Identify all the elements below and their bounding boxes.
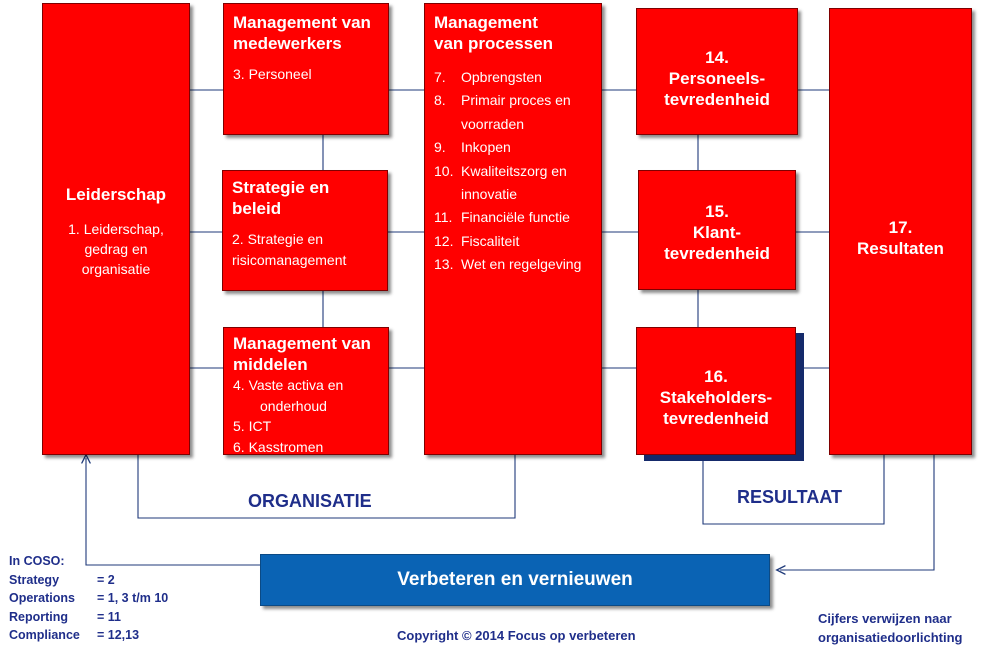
box-resultaten — [829, 8, 972, 455]
processen-item — [434, 253, 592, 276]
label-resultaat: RESULTAAT — [737, 487, 842, 507]
item-number: 6. — [233, 438, 245, 455]
processen-item — [434, 89, 592, 112]
box-line: tevredenheid — [664, 90, 770, 109]
middelen-item — [233, 375, 379, 396]
coso-row — [9, 571, 168, 590]
medewerkers-title: Management van medewerkers — [233, 13, 371, 53]
item-continuation: innovatie — [461, 186, 518, 203]
box-medewerkers — [223, 3, 389, 135]
box-line: Stakeholders- — [659, 388, 773, 407]
box-line: Klant- — [692, 223, 742, 242]
strategie-body — [232, 229, 378, 271]
coso-legend — [9, 552, 168, 645]
box-personeelstevredenheid — [636, 8, 798, 135]
feedback-arrow-out — [86, 458, 260, 565]
box-line: 14. — [705, 48, 729, 67]
item-text: Kwaliteitszorg en — [461, 162, 567, 179]
processen-item — [434, 136, 592, 159]
strategie-line: risicomanagement — [232, 252, 347, 268]
leiderschap-line: gedrag en — [84, 241, 148, 257]
item-number: 4. — [233, 377, 245, 393]
processen-list — [434, 66, 592, 277]
box-line: 17. — [888, 218, 913, 237]
footnote-line: Cijfers verwijzen naar — [818, 611, 952, 626]
footnote-line: organisatiedoorlichting — [818, 629, 963, 645]
box-middelen — [223, 327, 389, 455]
processen-item — [434, 230, 592, 253]
box-strategie — [222, 170, 388, 291]
item-text: Kasstromen — [248, 438, 324, 455]
box-line: tevredenheid — [663, 409, 769, 428]
item-text: Fiscaliteit — [461, 232, 520, 249]
coso-row — [9, 626, 168, 645]
item-number: 9. — [434, 139, 446, 156]
processen-title: Management van processen — [434, 13, 554, 53]
processen-item — [434, 160, 592, 183]
coso-key: Reporting — [9, 609, 69, 624]
leiderschap-title: Leiderschap — [65, 185, 167, 204]
processen-item — [434, 66, 592, 89]
item-text: Inkopen — [461, 139, 511, 156]
processen-item — [434, 206, 592, 229]
strategie-title: Strategie en beleid — [232, 178, 330, 218]
item-number: 11. — [434, 209, 453, 226]
item-number: 10. — [434, 162, 454, 179]
item-continuation: onderhoud — [260, 397, 327, 414]
item-text: Vaste activa en — [248, 377, 344, 393]
coso-key: Compliance — [9, 628, 80, 642]
middelen-item — [233, 437, 379, 458]
strategie-line: 2. Strategie en — [232, 231, 324, 247]
coso-value: = 12,13 — [97, 628, 140, 642]
coso-heading: In COSO: — [9, 554, 65, 568]
box-stakeholderstevredenheid — [636, 327, 796, 455]
coso-value: = 1, 3 t/m 10 — [97, 591, 169, 605]
box-line: Personeels- — [668, 69, 766, 88]
banner-verbeteren: Verbeteren en vernieuwen — [260, 554, 770, 606]
item-text: Opbrengsten — [461, 69, 542, 85]
label-organisatie: ORGANISATIE — [248, 491, 372, 511]
item-continuation: voorraden — [461, 115, 525, 132]
coso-value: = 11 — [97, 609, 121, 624]
box-leiderschap — [42, 3, 190, 455]
middelen-title: Management van middelen — [233, 334, 371, 374]
box-processen — [424, 3, 602, 455]
item-text: Wet en regelgeving — [461, 256, 582, 273]
item-number: 13. — [434, 256, 454, 273]
item-number: 5. — [233, 418, 245, 434]
item-text: Primair proces en — [461, 92, 571, 109]
medewerkers-body: 3. Personeel — [233, 66, 312, 82]
coso-row — [9, 608, 168, 627]
box-line: Resultaten — [857, 239, 944, 258]
box-line: tevredenheid — [664, 244, 770, 263]
copyright: Copyright © 2014 Focus op verbeteren — [397, 628, 636, 643]
footnote — [818, 610, 962, 647]
item-text: Financiële functie — [461, 209, 570, 226]
coso-key: Strategy — [9, 572, 60, 587]
middelen-item — [233, 416, 379, 437]
box-klanttevredenheid — [638, 170, 796, 290]
box-line: 16. — [704, 367, 728, 386]
item-number: 8. — [434, 92, 446, 109]
item-number: 12. — [434, 232, 454, 249]
box-line: 15. — [705, 202, 729, 221]
leiderschap-line: 1. Leiderschap, — [68, 221, 164, 237]
coso-value: = 2 — [97, 572, 115, 587]
item-text: ICT — [248, 418, 272, 434]
coso-key: Operations — [9, 591, 75, 605]
coso-row — [9, 589, 168, 608]
leiderschap-line: organisatie — [81, 261, 151, 277]
item-number: 7. — [434, 69, 446, 85]
middelen-list — [233, 375, 379, 457]
leiderschap-body — [43, 219, 189, 279]
feedback-arrow-in — [780, 455, 934, 570]
